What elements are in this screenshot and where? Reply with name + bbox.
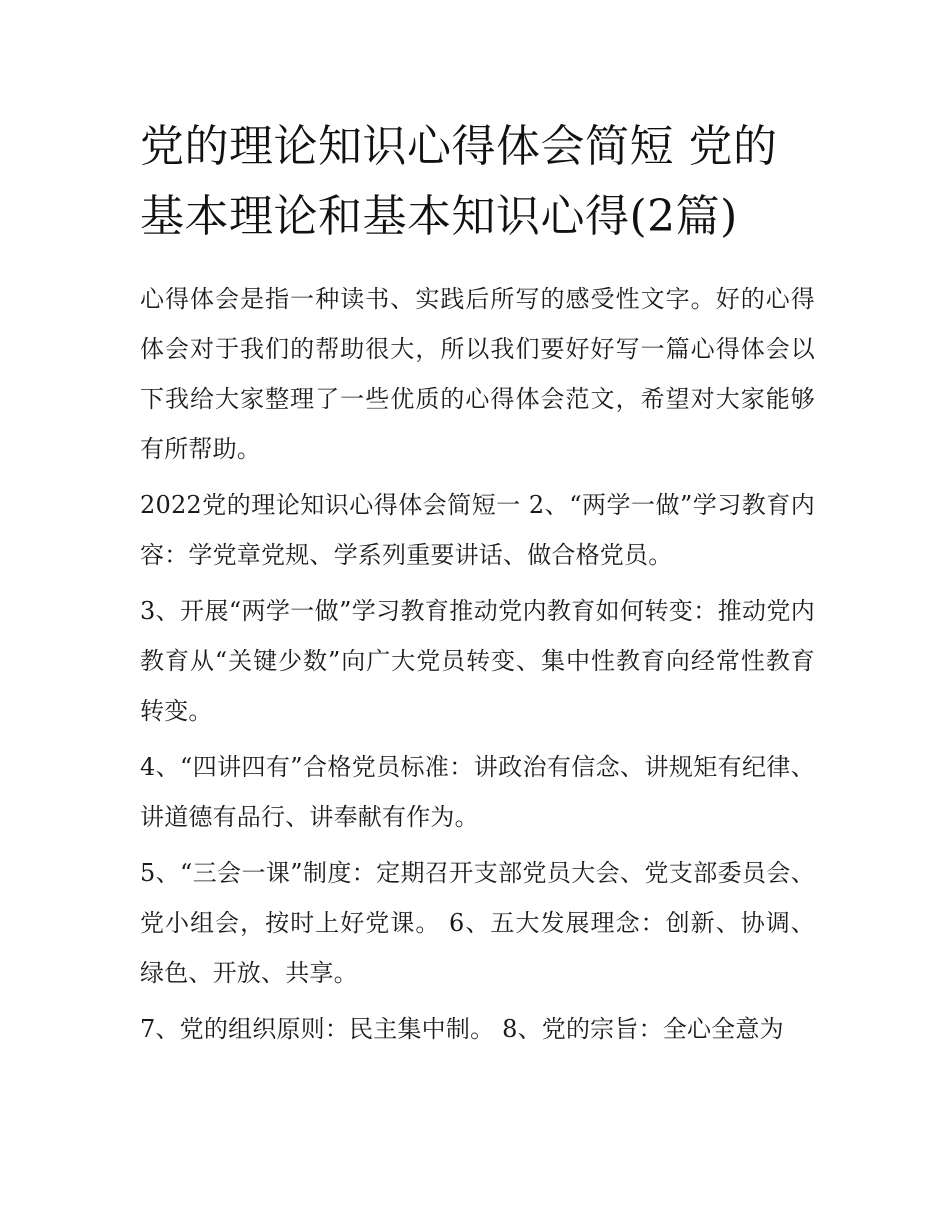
document-title: 党的理论知识心得体会简短 党的基本理论和基本知识心得(2篇) (140, 121, 778, 242)
paragraph-item-4: 4、“四讲四有”合格党员标准：讲政治有信念、讲规矩有纪律、讲道德有品行、讲奉献有作为。 (140, 753, 815, 831)
paragraph-item-5-6: 5、“三会一课”制度：定期召开支部党员大会、党支部委员会、党小组会，按时上好党课。 6、五大发展理念：创新、协调、绿色、开放、共享。 (140, 859, 815, 987)
paragraph-item-7-8: 7、党的组织原则：民主集中制。 8、党的宗旨：全心全意为 (140, 1015, 784, 1043)
paragraph-item-3: 3、开展“两学一做”学习教育推动党内教育如何转变：推动党内教育从“关键少数”向广大党员转变、集中性教育向经常性教育转变。 (140, 597, 815, 725)
document-content (140, 112, 815, 1060)
paragraph-item-2: 2022党的理论知识心得体会简短一 2、“两学一做”学习教育内容：学党章党规、学系列重要讲话、做合格党员。 (140, 491, 815, 569)
intro-paragraph: 心得体会是指一种读书、实践后所写的感受性文字。好的心得体会对于我们的帮助很大，所以我们要好好写一篇心得体会以下我给大家整理了一些优质的心得体会范文，希望对大家能够有所帮助。 (140, 285, 815, 463)
